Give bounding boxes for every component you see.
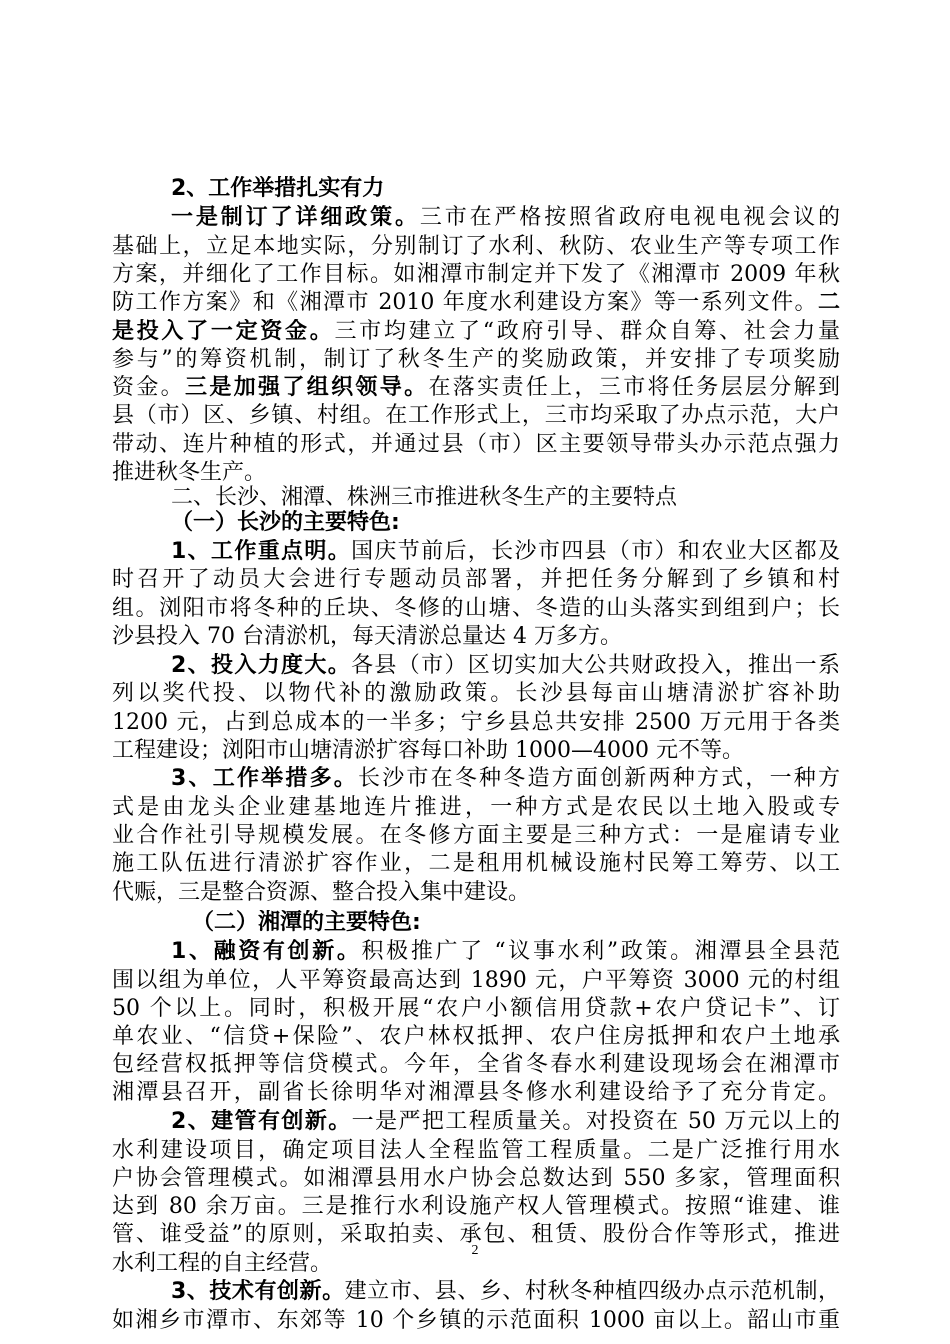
paragraph-line	[112, 460, 840, 486]
text-run: 二、长沙、湘潭、株洲三市推进秋冬生产的主要特点	[171, 485, 678, 510]
text-run: 防工作方案》和《湘潭市 2010 年度水利建设方案》等一系列文件。	[112, 290, 818, 315]
paragraph-line	[112, 347, 840, 373]
paragraph-line	[112, 205, 840, 231]
paragraph-line	[112, 1166, 840, 1192]
text-run: 施工队伍进行清淤扩容作业，二是租用机械设施村民筹工筹劳、以工	[112, 851, 840, 876]
paragraph-line	[112, 596, 840, 622]
text-run: 式是由龙头企业建基地连片推进，一种方式是农民以土地入股或专	[112, 795, 840, 820]
text-run: 县（市）区、乡镇、村组。在工作形式上，三市均采取了办点示范，大户	[112, 403, 840, 428]
text-run: 三市均建立了“政府引导、群众自筹、社会力量	[334, 319, 840, 344]
text-run: 包经营权抵押等信贷模式。今年，全省冬春水利建设现场会在湘潭市	[112, 1052, 840, 1077]
paragraph-line	[112, 1194, 840, 1220]
paragraph-line	[112, 567, 840, 593]
section-heading	[112, 485, 840, 511]
paragraph-line	[112, 234, 840, 260]
subsection-heading	[112, 510, 840, 536]
text-run: 单农业、“信贷+保险”、农户林权抵押、农户住房抵押和农户土地承	[112, 1024, 840, 1049]
text-run: 参与”的筹资机制，制订了秋冬生产的奖励政策，并安排了专项奖励	[112, 347, 840, 372]
paragraph-line	[112, 403, 840, 429]
text-run: 达到 80 余万亩。三是推行水利设施产权人管理模式。按照“谁建、谁	[112, 1194, 840, 1219]
paragraph-line	[112, 1080, 840, 1106]
text-run: 2、工作举措扎实有力	[171, 176, 385, 201]
paragraph-line	[112, 375, 840, 401]
text-run: 基础上，立足本地实际，分别制订了水利、秋防、农业生产等专项工作	[112, 234, 840, 259]
paragraph-line	[112, 653, 840, 679]
text-run: 代赈，三是整合资源、整合投入集中建设。	[112, 880, 531, 905]
subsection-heading	[112, 910, 840, 936]
paragraph-line	[112, 823, 840, 849]
paragraph-line	[112, 290, 840, 316]
paragraph-line	[112, 1024, 840, 1050]
text-run: 资金。	[112, 375, 186, 400]
text-run: 带动、连片种植的形式，并通过县（市）区主要领导带头办示范点强力	[112, 432, 840, 457]
text-run: 1、融资有创新。	[171, 939, 362, 964]
text-run: 积极推广了 “议事水利”政策。湘潭县全县范	[361, 939, 840, 964]
paragraph-line	[112, 262, 840, 288]
text-run: 50 个以上。同时，积极开展“农户小额信用贷款+农户贷记卡”、订	[112, 996, 840, 1021]
text-run: 管、谁受益”的原则，采取拍卖、承包、租赁、股份合作等形式，推进	[112, 1222, 840, 1247]
paragraph-line	[112, 1279, 840, 1305]
text-run: 列以奖代投、以物代补的激励政策。长沙县每亩山塘清淤扩容补助	[112, 681, 840, 706]
text-run: 业合作社引导规模发展。在冬修方面主要是三种方式：一是雇请专业	[112, 823, 840, 848]
text-run: 工程建设；浏阳市山塘清淤扩容每口补助 1000—4000 元不等。	[112, 738, 744, 763]
text-run: 是投入了一定资金。	[112, 319, 335, 344]
text-run: 一是制订了详细政策。	[171, 205, 420, 230]
paragraph-line	[112, 539, 840, 565]
text-run: 户协会管理模式。如湘潭县用水户协会总数达到 550 多家，管理面积	[112, 1166, 840, 1191]
text-run: 组。浏阳市将冬种的丘块、冬修的山塘、冬造的山头落实到组到户；长	[112, 596, 840, 621]
text-run: 水利工程的自主经营。	[112, 1251, 333, 1276]
text-run: （一）长沙的主要特色:	[171, 510, 400, 535]
text-run: 在落实责任上，三市将任务层层分解到	[428, 375, 840, 400]
text-run: 推进秋冬生产。	[112, 460, 267, 485]
document-page	[112, 0, 840, 1344]
text-run: 如湘乡市潭市、东郊等 10 个乡镇的示范面积 1000 亩以上。韶山市重	[112, 1308, 840, 1333]
heading-line	[112, 176, 840, 202]
text-run: 三市在严格按照省政府电视电视会议的	[419, 205, 840, 230]
page-number: 2	[471, 1243, 479, 1258]
text-run: 围以组为单位，人平筹资最高达到 1890 元，户平筹资 3000 元的村组	[112, 968, 840, 993]
text-run: 湘潭县召开，副省长徐明华对湘潭县冬修水利建设给予了充分肯定。	[112, 1080, 840, 1105]
text-run: 一是严把工程质量关。对投资在 50 万元以上的	[351, 1109, 840, 1134]
paragraph-line	[112, 880, 840, 906]
text-run: 国庆节前后，长沙市四县（市）和农业大区都及	[351, 539, 840, 564]
paragraph-line	[112, 1052, 840, 1078]
paragraph-line	[112, 432, 840, 458]
text-run: 各县（市）区切实加大公共财政投入，推出一系	[351, 653, 840, 678]
paragraph-line	[112, 1109, 840, 1135]
paragraph-line	[112, 624, 840, 650]
text-run: 3、工作举措多。	[171, 766, 358, 791]
paragraph-line	[112, 710, 840, 736]
paragraph-line	[112, 766, 840, 792]
text-run: 时召开了动员大会进行专题动员部署，并把任务分解到了乡镇和村	[112, 567, 840, 592]
paragraph-line	[112, 738, 840, 764]
paragraph-line	[112, 968, 840, 994]
text-run: 3、技术有创新。	[171, 1279, 345, 1304]
text-run: 2、建管有创新。	[171, 1109, 352, 1134]
paragraph-line	[112, 939, 840, 965]
text-run: 1、工作重点明。	[171, 539, 352, 564]
paragraph-line	[112, 1138, 840, 1164]
text-run: 建立市、县、乡、村秋冬种植四级办点示范机制，	[344, 1279, 840, 1304]
text-run: 沙县投入 70 台清淤机，每天清淤总量达 4 万多方。	[112, 624, 622, 649]
paragraph-line	[112, 851, 840, 877]
text-run: 方案，并细化了工作目标。如湘潭市制定并下发了《湘潭市 2009 年秋	[112, 262, 840, 287]
text-run: 1200 元，占到总成本的一半多；宁乡县总共安排 2500 万元用于各类	[112, 710, 840, 735]
paragraph-line	[112, 996, 840, 1022]
paragraph-line	[112, 681, 840, 707]
paragraph-line	[112, 795, 840, 821]
text-run: 长沙市在冬种冬造方面创新两种方式，一种方	[358, 766, 840, 791]
text-run: 水利建设项目，确定项目法人全程监管工程质量。二是广泛推行用水	[112, 1138, 840, 1163]
paragraph-line	[112, 319, 840, 345]
text-run: （二）湘潭的主要特色:	[192, 910, 421, 935]
text-run: 三是加强了组织领导。	[185, 375, 429, 400]
text-run: 2、投入力度大。	[171, 653, 352, 678]
paragraph-line	[112, 1308, 840, 1334]
text-run: 二	[817, 290, 840, 315]
